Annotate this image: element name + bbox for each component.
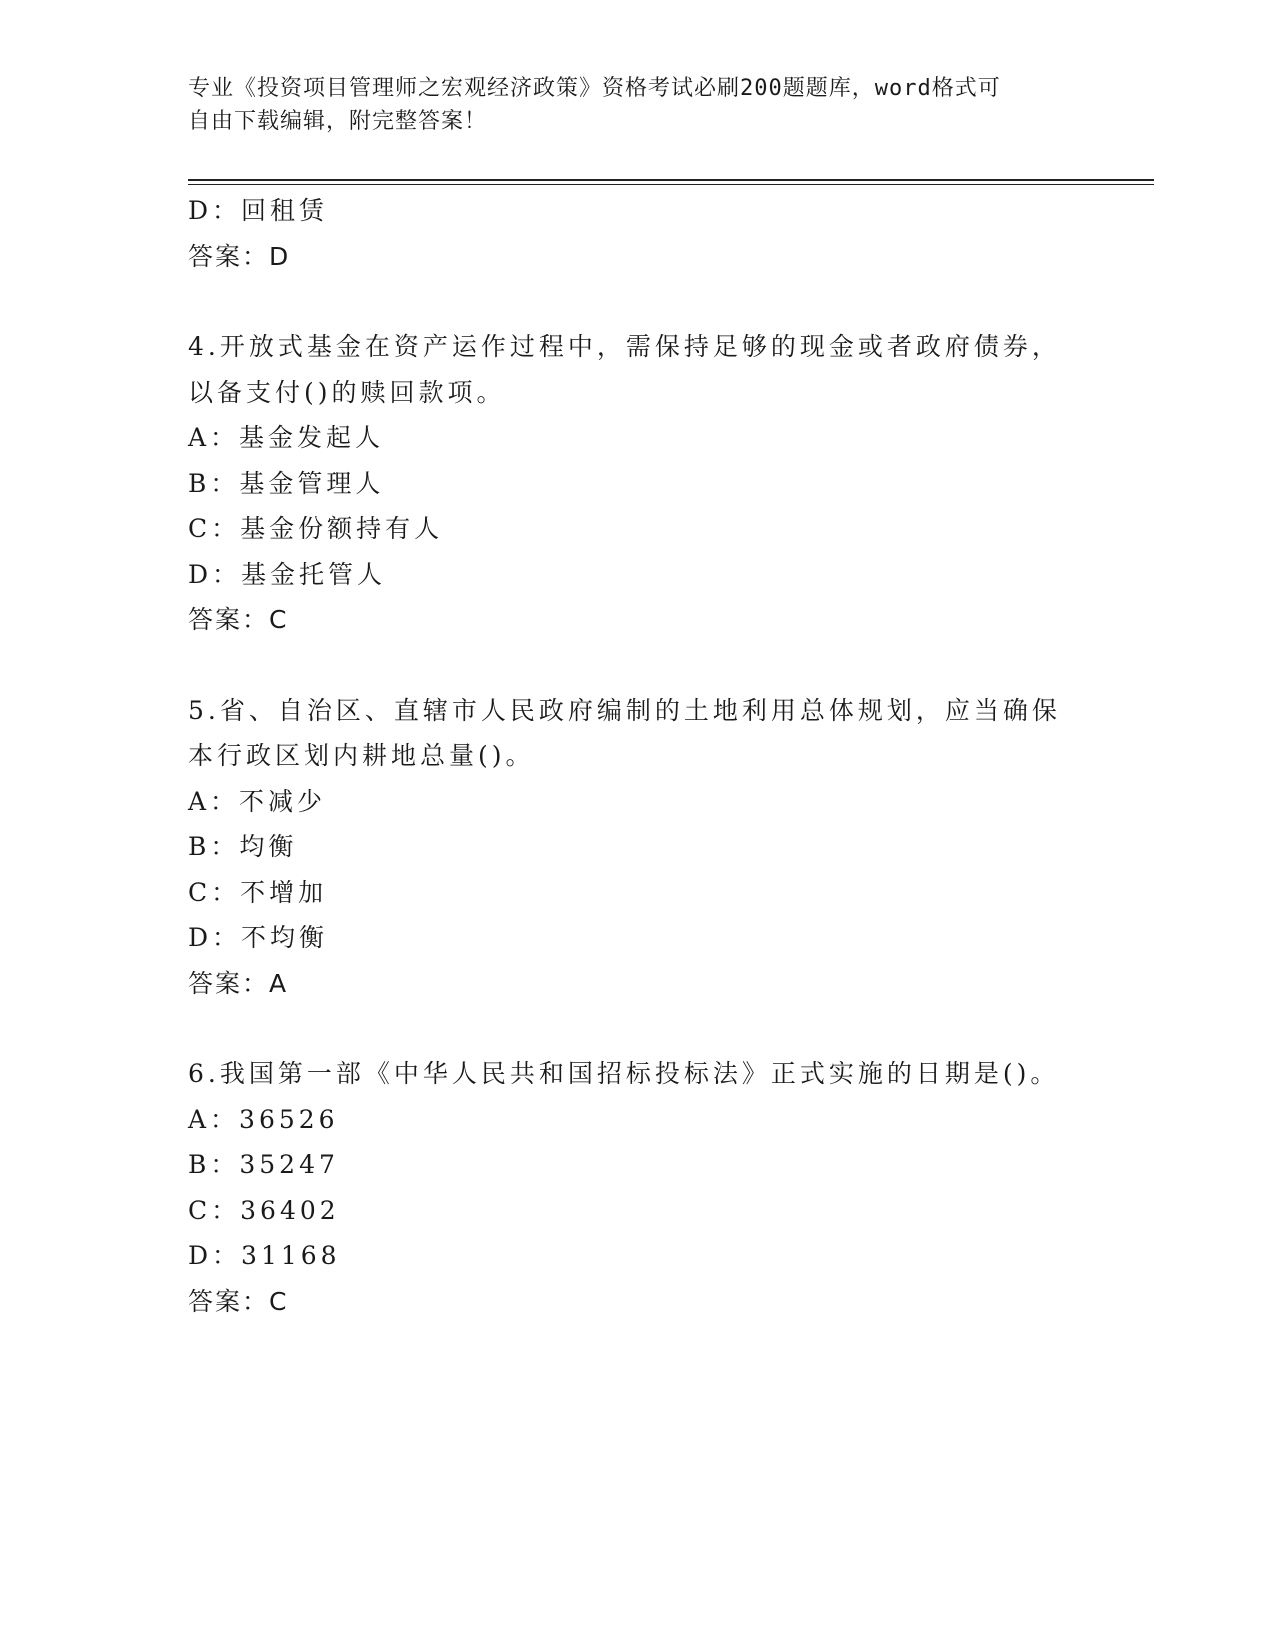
header-line-1: 专业《投资项目管理师之宏观经济政策》资格考试必刷200题题库，word格式可: [188, 76, 1001, 101]
option-b: B：均衡: [188, 832, 298, 861]
question-stem: 6.我国第一部《中华人民共和国招标投标法》正式实施的日期是()。: [188, 1059, 1060, 1088]
question-stem: 5.省、自治区、直辖市人民政府编制的土地利用总体规划，应当确保: [188, 695, 1061, 725]
option-a: A：不减少: [188, 786, 327, 816]
document-header: [188, 72, 1068, 138]
option-d: D：不均衡: [188, 923, 329, 952]
option-b: B：35247: [188, 1150, 339, 1179]
header-divider-thick: [188, 179, 1154, 181]
answer-line: 答案：A: [188, 968, 289, 998]
question-5: [188, 688, 1088, 1007]
option-d: D：回租赁: [188, 196, 329, 225]
question-stem: 本行政区划内耕地总量()。: [188, 741, 535, 770]
question-4: [188, 324, 1088, 643]
question-content: [188, 188, 1088, 1324]
option-c: C：不增加: [188, 877, 328, 907]
header-divider-thin: [188, 184, 1154, 185]
question-stem: 以备支付()的赎回款项。: [188, 377, 506, 407]
option-d: D：31168: [188, 1241, 341, 1270]
question-6: [188, 1051, 1088, 1324]
option-d: D：基金托管人: [188, 559, 387, 589]
option-c: C：36402: [188, 1195, 340, 1225]
question-stem: 4.开放式基金在资产运作过程中，需保持足够的现金或者政府债券，: [188, 332, 1061, 361]
option-c: C：基金份额持有人: [188, 514, 444, 543]
option-a: A：36526: [188, 1104, 339, 1134]
option-a: A：基金发起人: [188, 423, 385, 452]
option-b: B：基金管理人: [188, 468, 385, 498]
answer-line: 答案：C: [188, 605, 289, 634]
answer-line: 答案：D: [188, 241, 291, 271]
header-line-2: 自由下载编辑，附完整答案！: [188, 109, 488, 134]
answer-line: 答案：C: [188, 1286, 289, 1316]
